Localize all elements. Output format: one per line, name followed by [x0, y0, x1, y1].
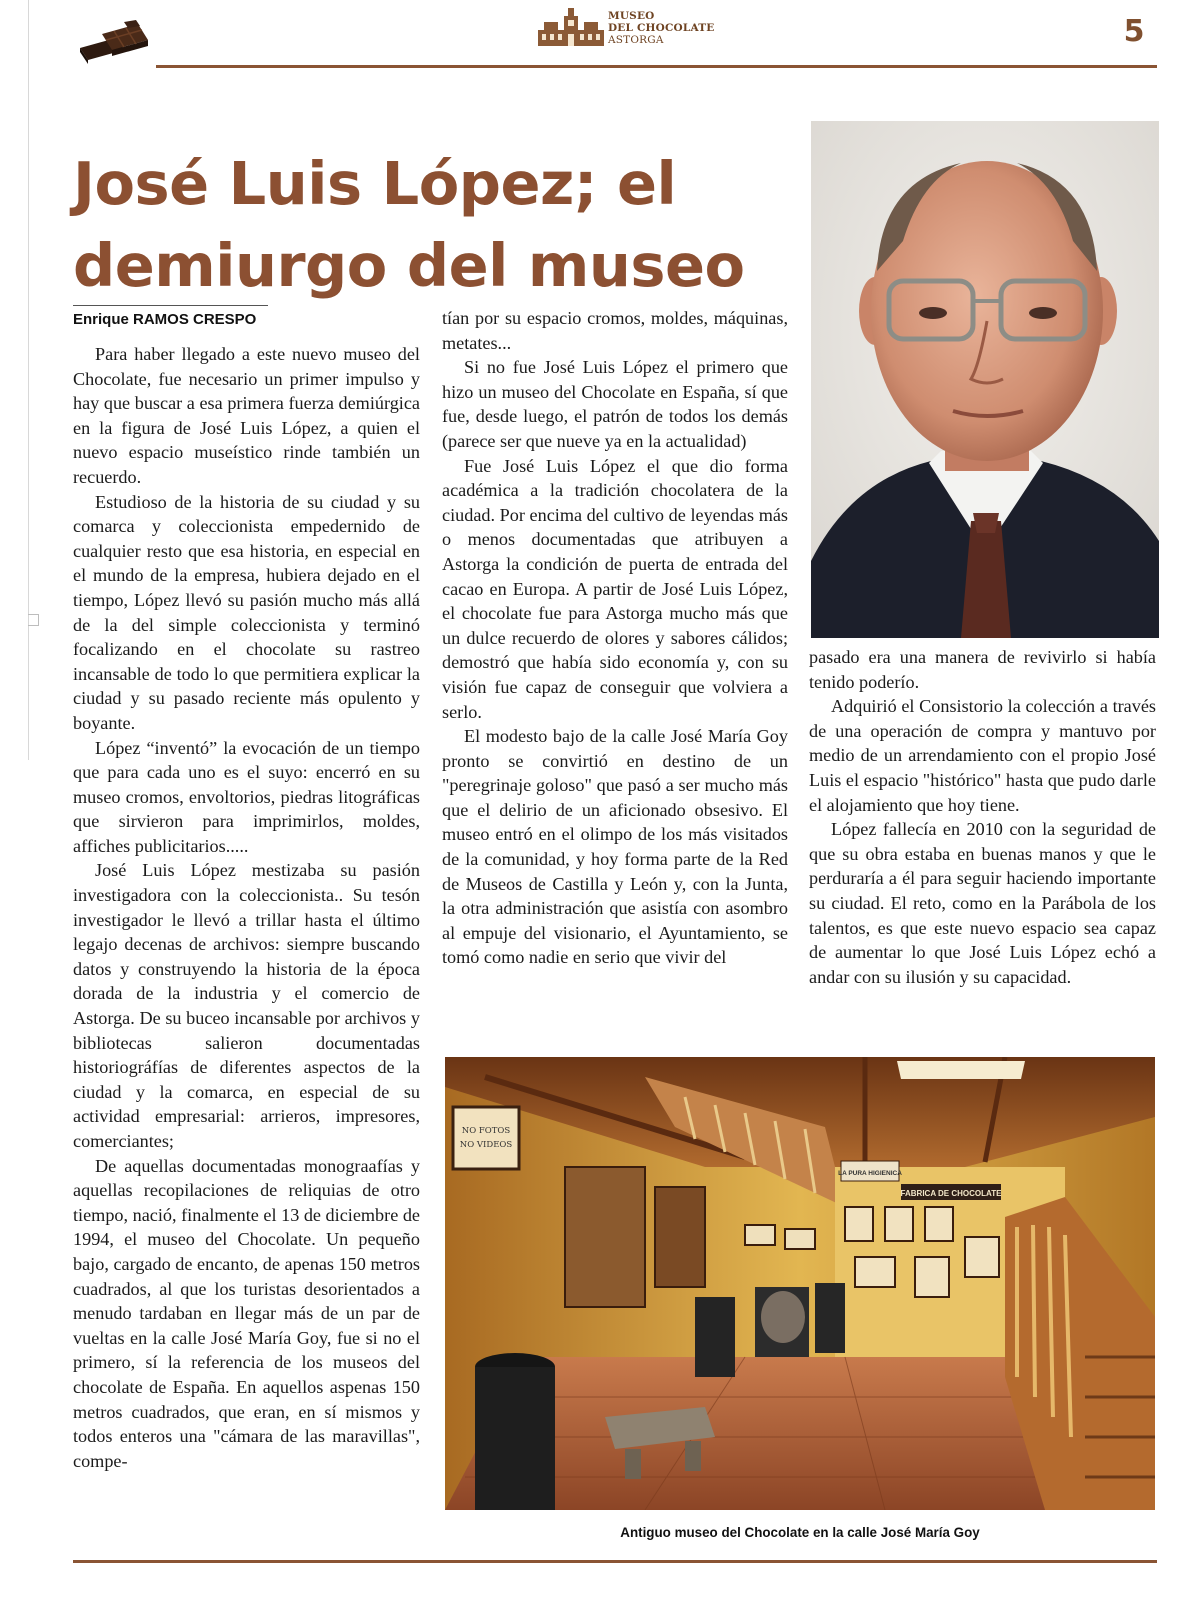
museo-chocolate-logo — [538, 8, 718, 50]
paragraph: Adquirió el Consistorio la colección a través de una operación de compra y mantuvo por medio de un arrendamiento con el propio José Luis el espacio "histórico" hasta que pudo darle el alojamiento que hoy tiene. — [809, 696, 1156, 815]
article-title: José Luis López; el demiurgo del museo — [73, 149, 745, 300]
paragraph-continuation: tían por su espacio cromos, moldes, máquinas, metates... — [442, 308, 788, 353]
photo-caption: Antiguo museo del Chocolate en la calle José María Goy — [620, 1525, 980, 1540]
logo-line-astorga: ASTORGA — [608, 34, 664, 46]
no-photos-sign: NO FOTOS — [461, 1126, 511, 1136]
article-column-3 — [809, 645, 1156, 989]
paragraph: De aquellas documentadas monograafías y aquellas recopilaciones de reliquias de otro tiempo, nació, finalmente el 13 de diciembre de 1994, el museo del Chocolate. Un pequeño bajo, cargado de encanto, de apenas 150 metros cuadrados, al que los turistas desorientados a menudo tardaban en llegar más de un par de vueltas en la calle José María Goy, fue si no el primero, sí la referencia de los museos del chocolate de España. En aquellos aspenas 150 metros cuadrados, que eran, en sí mismos y todos enteros una "cámara de las maravillas", compe- — [73, 1155, 420, 1471]
portrait-photo — [811, 121, 1159, 638]
paragraph: José Luis López mestizaba su pasión investigadora con la coleccionista.. Su tesón investigador le llevó a trillar hasta el último legajo decenas de archivos: siempre buscando datos y construyendo la historia de la época dorada de la industria y el comercio de Astorga. De su buceo incansable por archivos y bibliotecas salieron documentadas historiográfías de diferentes aspectos de la ciudad y la comarca, en especial de su actividad empresarial: arrieros, impresores, comerciantes; — [73, 860, 420, 1151]
museum-interior-photo — [445, 1057, 1155, 1510]
paragraph: López “inventó” la evocación de un tiempo que para cada uno es el suyo: encerró en su museo cromos, envoltorios, piedras litográficas que sirvieron para imprimirlos, moldes, affiches publicitarios..... — [73, 737, 420, 856]
left-margin-mark — [28, 614, 39, 626]
header-rule — [156, 65, 1157, 68]
shop-sign: LA PURA HIGIENICA — [838, 1170, 902, 1177]
logo-line-chocolate: DEL CHOCOLATE — [608, 22, 715, 34]
paragraph: El modesto bajo de la calle José María Goy pronto se convirtió en destino de un "peregrinaje goloso" que pasó a ser mucho más que el delirio de un aficionado obsesivo. El museo entró en el olimpo de los más visitados de la comunidad, y hoy forma parte de la Red de Museos de Castilla y León y, con la Junta, la otra administración que asistía con asombro al empuje del visionario, el Ayuntamiento, se tomó como nadie en serio que vivir del — [442, 726, 788, 968]
article-author: Enrique RAMOS CRESPO — [73, 311, 257, 328]
logo-line-museo: MUSEO — [608, 10, 655, 22]
left-margin-line — [28, 0, 29, 760]
paragraph: Si no fue José Luis López el primero que hizo un museo del Chocolate en España, sí que fue, desde luego, el patrón de todos los demás (parece ser que nueve ya en la actualidad) — [442, 357, 788, 451]
paragraph: Estudioso de la historia de su ciudad y su comarca y coleccionista empedernido de cualquier resto que esa historia, en especial en el mundo de la empresa, hubiera dejado en el tiempo, López llevó su pasión mucho más allá de la del simple coleccionista y terminó focalizando en el chocolate su rastreo incansable de todo lo que permitiera explicar la ciudad y su pasado reciente más opulento y boyante. — [73, 491, 420, 733]
footer-rule — [73, 1560, 1157, 1563]
paragraph: Para haber llegado a este nuevo museo del Chocolate, fue necesario un primer impulso y hay que buscar a esa primera fuerza demiúrgica en la figura de José Luis López, a quien el nuevo espacio museístico rinde también un recuerdo. — [73, 344, 420, 487]
factory-sign: FABRICA DE CHOCOLATE — [900, 1189, 1002, 1198]
article-column-1 — [73, 342, 420, 1473]
byline-rule — [73, 305, 268, 306]
svg-text:NO VIDEOS: NO VIDEOS — [459, 1140, 513, 1150]
chocolate-bars-icon — [76, 20, 152, 64]
paragraph: Fue José Luis López el que dio forma académica a la tradición chocolatera de la ciudad. Por encima del cultivo de leyendas más o menos documentadas que atribuyen a Astorga la condición de puerta de entrada del cacao en Europa. A partir de José Luis López, el chocolate fue para Astorga mucho más que un dulce recuerdo de olores y sabores cálidos; demostró que había sido economía y, con su visión fue capaz de conseguir que volviera a serlo. — [442, 455, 788, 722]
paragraph: López fallecía en 2010 con la seguridad de que su obra estaba en buenas manos y que le perduraría a él para seguir haciendo importante su ciudad. El reto, como en la Parábola de los talentos, es que este nuevo espacio sea capaz de aumentar lo que José Luis López echó a andar con su ilusión y su capacidad. — [809, 819, 1156, 987]
museum-building-icon — [538, 8, 604, 46]
paragraph-continuation: pasado era una manera de revivirlo si había tenido poderío. — [809, 647, 1156, 692]
article-column-2 — [442, 306, 788, 970]
page-number: 5 — [1123, 14, 1145, 49]
